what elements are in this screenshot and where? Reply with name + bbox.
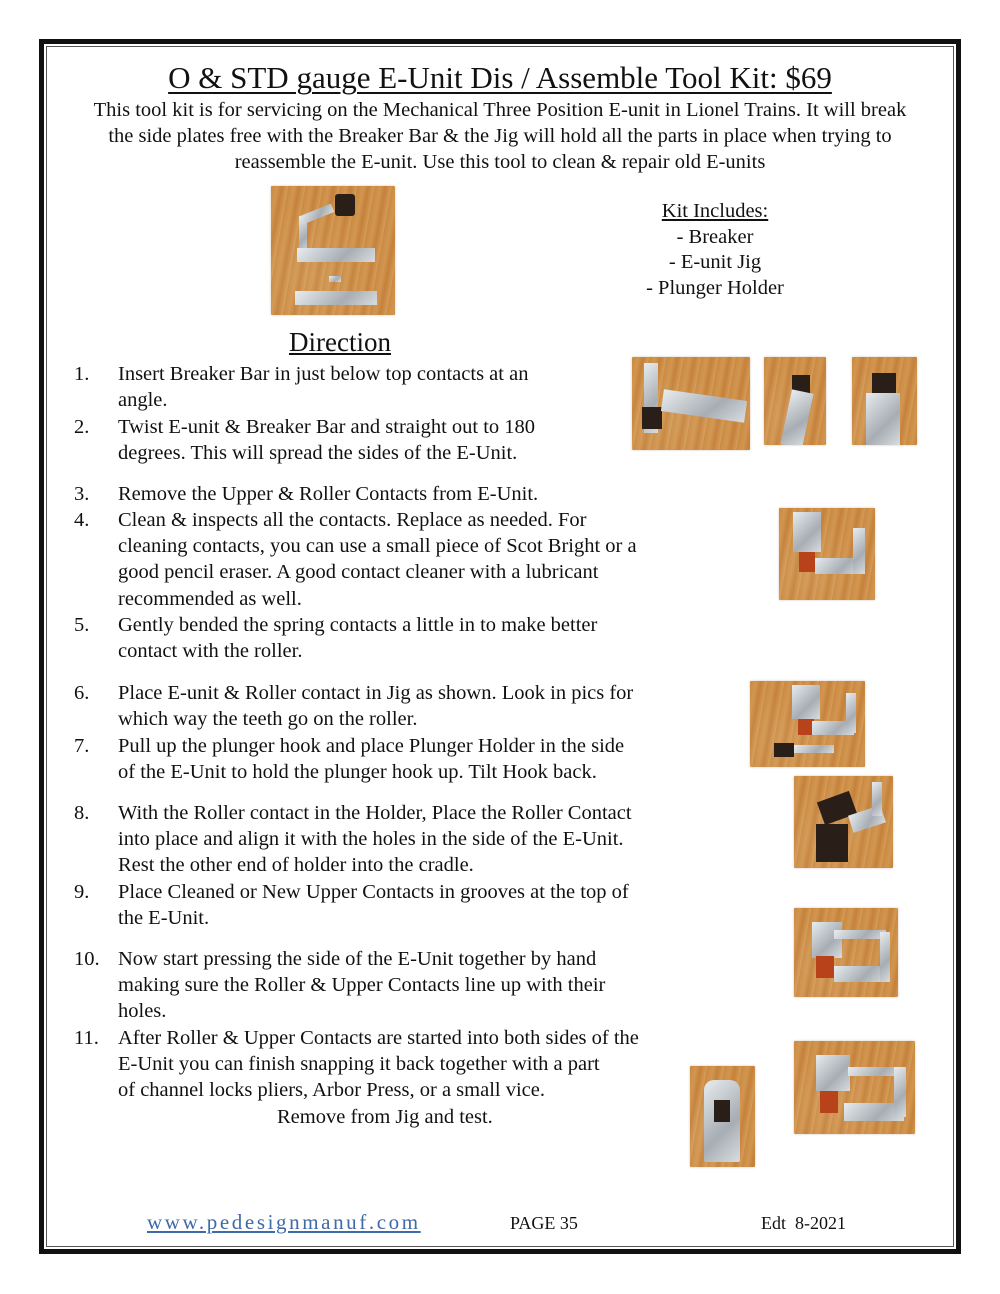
step-6: 6. Place E-unit & Roller contact in Jig as shown. Look in pics for which way the teeth go on the roller. [74, 682, 634, 731]
page-title: O & STD gauge E-Unit Dis / Assemble Tool Kit: $69 [168, 60, 832, 95]
direction-heading: Direction [289, 327, 391, 357]
step-3: 3. Remove the Upper & Roller Contacts from E-Unit. [74, 483, 539, 505]
breaker-bar-insert-photo [632, 357, 750, 450]
intro-line: reassemble the E-unit. Use this tool to clean & repair old E-units [234, 151, 766, 173]
kit-item: - Plunger Holder [646, 276, 784, 299]
kit-includes-heading: Kit Includes: [661, 200, 769, 222]
kit-includes-list [610, 199, 820, 301]
kit-item: - E-unit Jig [668, 251, 762, 273]
tool-kit-photo [271, 186, 395, 315]
eunit-front-photo [690, 1066, 755, 1167]
step-11: 11. After Roller & Upper Contacts are started into both sides of the E-Unit you can finish snapping it back together with a part of channel locks pliers, Arbor Press, or a small vice. [74, 1027, 639, 1102]
breaker-bar-spread-photo [852, 357, 917, 445]
roller-contact-holder-photo [794, 776, 893, 868]
step-7: 7. Pull up the plunger hook and place Plunger Holder in the side of the E-Unit to hold the plunger hook up. Tilt Hook back. [74, 735, 625, 784]
step-8: 8. With the Roller contact in the Holder, Place the Roller Contact into place and align it with the holes in the side of the E-Unit. Rest the other end of holder into the cradle. [74, 802, 632, 877]
intro-line: This tool kit is for servicing on the Mechanical Three Position E-unit in Lionel Trains. It will break [93, 99, 907, 121]
intro-paragraph [55, 97, 945, 175]
upper-contacts-photo [794, 908, 898, 997]
roller-contact-jig-photo [750, 681, 865, 767]
step-9: 9. Place Cleaned or New Upper Contacts in grooves at the top of the E-Unit. [74, 881, 629, 930]
step-2: 2. Twist E-unit & Breaker Bar and straight out to 180 degrees. This will spread the sides of the E-Unit. [74, 416, 536, 465]
eunit-in-jig-photo [779, 508, 875, 600]
step-1: 1. Insert Breaker Bar in just below top contacts at an angle. [74, 363, 529, 412]
eunit-assembled-jig-photo [794, 1041, 915, 1134]
step-5: 5. Gently bended the spring contacts a little in to make better contact with the roller. [74, 614, 598, 663]
intro-line: the side plates free with the Breaker Bar & the Jig will hold all the parts in place when trying to [108, 125, 892, 147]
kit-item: - Breaker [676, 225, 754, 248]
page-number: PAGE 35 [510, 1213, 578, 1233]
edition-label: Edt 8-2021 [761, 1213, 846, 1233]
step-4: 4. Clean & inspects all the contacts. Replace as needed. For cleaning contacts, you can use a small piece of Scot Bright or a good pencil eraser. A good contact cleaner with a lubricant recommended as well. [74, 509, 637, 610]
breaker-bar-twist-photo [764, 357, 826, 445]
step-10: 10. Now start pressing the side of the E-Unit together by hand making sure the Roller & Upper Contacts line up with their holes. [74, 948, 606, 1023]
closing-instruction: Remove from Jig and test. [277, 1106, 493, 1128]
website-link[interactable]: www.pedesignmanuf.com [147, 1210, 421, 1234]
